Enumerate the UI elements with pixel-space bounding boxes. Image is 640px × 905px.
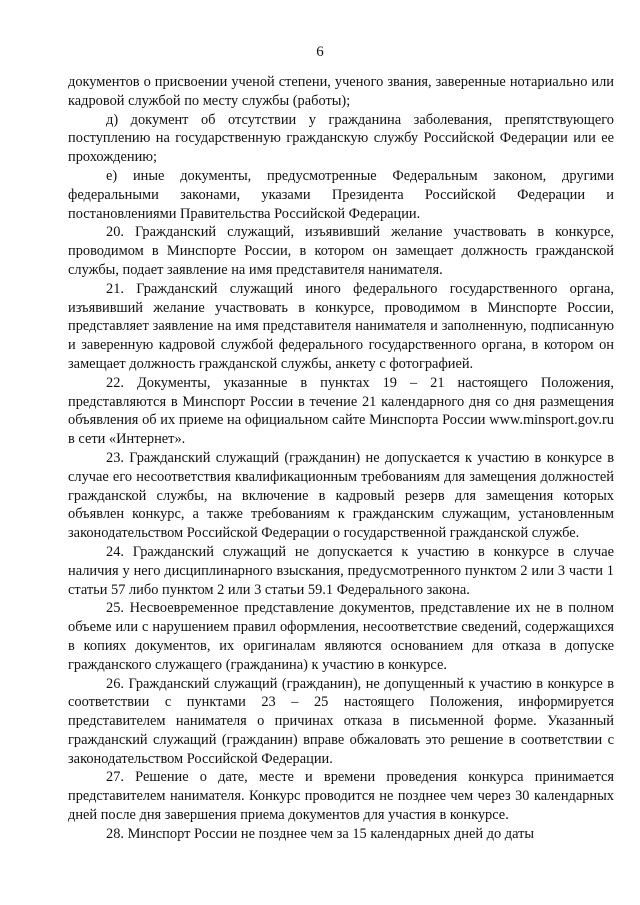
paragraph-item-d: д) документ об отсутствии у гражданина заболевания, препятствующего поступлению на государственную гражданскую службу Российской Федерации или ее прохождению; <box>68 111 614 166</box>
paragraph-21: 21. Гражданский служащий иного федерального государственного органа, изъявивший желание участвовать в конкурсе, проводимом в Минспорте России, представляет заявление на имя представителя нанимателя и заполненную, подписанную и заверенную кадровой службой федерального государственного органа, в котором он замещает должность гражданской службы, анкету с фотографией. <box>68 280 614 372</box>
paragraph-continuation: документов о присвоении ученой степени, ученого звания, заверенные нотариально или кадровой службой по месту службы (работы); <box>68 74 614 109</box>
paragraph-28: 28. Минспорт России не позднее чем за 15 календарных дней до даты <box>106 825 535 842</box>
paragraph-25: 25. Несвоевременное представление документов, представление их не в полном объеме или с нарушением правил оформления, несоответствие сведений, содержащихся в копиях документов, их оригиналам являются основанием для отказа в допуске гражданского служащего (гражданина) к участию в конкурсе. <box>68 600 614 673</box>
paragraph-24: 24. Гражданский служащий не допускается к участию в конкурсе в случае наличия у него дисциплинарного взыскания, предусмотренного пунктом 2 или 3 части 1 статьи 57 либо пунктом 2 или 3 статьи 59.1 Федерального закона. <box>68 543 614 598</box>
page-number: 6 <box>316 44 324 60</box>
paragraph-23: 23. Гражданский служащий (гражданин) не допускается к участию в конкурсе в случае его несоответствия квалификационным требованиям для замещения должностей гражданской службы, на включение в кадровый резерв для замещения которых объявлен конкурс, а также требованиям к гражданским служащим, установленным законодательством Российской Федерации о государственной гражданской службе. <box>68 449 614 542</box>
paragraph-item-e: е) иные документы, предусмотренные Федеральным законом, другими федеральными законами, указами Президента Российской Федерации и постановлениями Правительства Российской Федерации. <box>68 167 614 222</box>
paragraph-26: 26. Гражданский служащий (гражданин), не допущенный к участию в конкурсе в соответствии с пунктами 23 – 25 настоящего Положения, информируется представителем нанимателя о причинах отказа в письменной форме. Указанный гражданский служащий (гражданин) вправе обжаловать это решение в соответствии с законодательством Российской Федерации. <box>68 675 614 767</box>
paragraph-22: 22. Документы, указанные в пунктах 19 – 21 настоящего Положения, представляются в Минспорт России в течение 21 календарного дня со дня размещения объявления об их приеме на официальном сайте Минспорта России www.minsport.gov.ru в сети «Интернет». <box>68 374 614 448</box>
document-body <box>68 73 614 844</box>
paragraph-20: 20. Гражданский служащий, изъявивший желание участвовать в конкурсе, проводимом в Минспорте России, в котором он замещает должность гражданской службы, подает заявление на имя представителя нанимателя. <box>68 224 614 278</box>
paragraph-27: 27. Решение о дате, месте и времени проведения конкурса принимается представителем нанимателя. Конкурс проводится не позднее чем через 30 календарных дней после дня завершения приема документов для участия в конкурсе. <box>68 769 614 824</box>
